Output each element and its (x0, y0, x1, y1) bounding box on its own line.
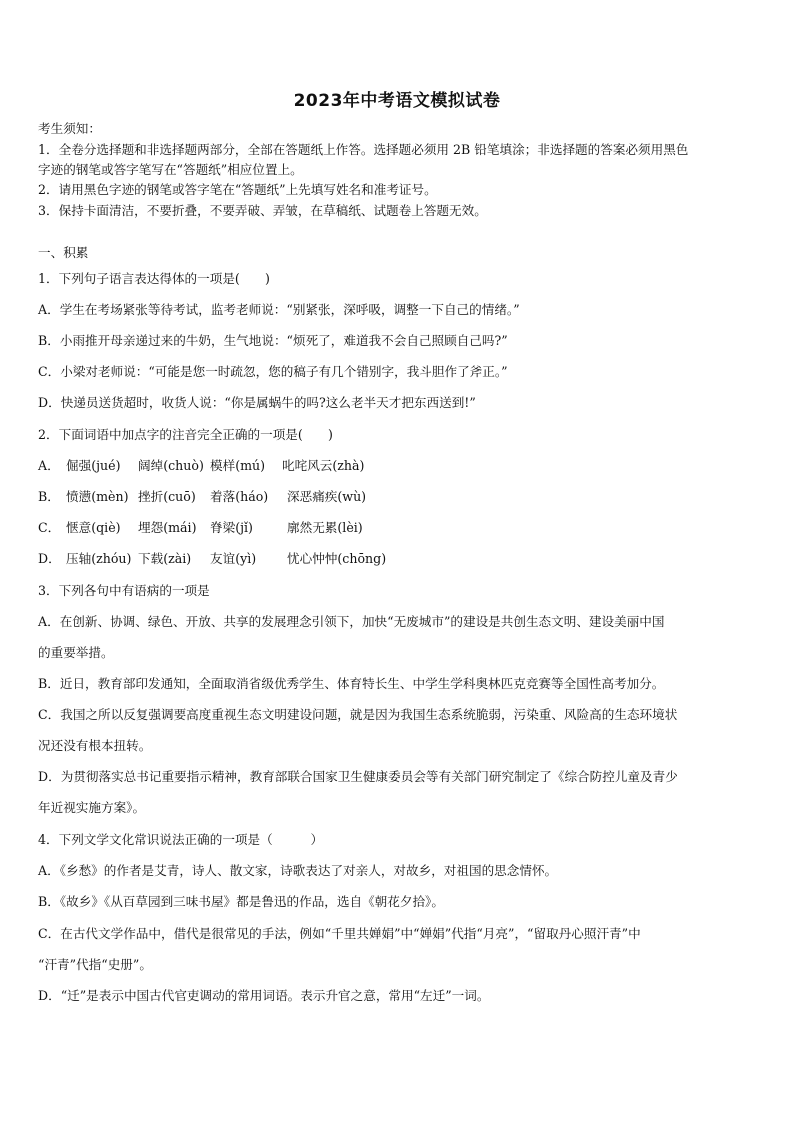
pinyin-word: 愤懑(mèn) (66, 489, 129, 504)
q2-option-a (38, 458, 760, 474)
pinyin-word: 着落(háo) (210, 489, 269, 504)
section-heading: 一、积累 (38, 245, 89, 260)
q1-option-b: B．小雨推开母亲递过来的牛奶，生气地说：“烦死了，难道我不会自己照顾自己吗?” (38, 333, 508, 348)
pinyin-word: 脊梁(jǐ) (210, 520, 253, 535)
question-4-stem: 4．下列文学文化常识说法正确的一项是（ ） (38, 832, 324, 847)
q2-option-d (38, 551, 760, 567)
notice-heading: 考生须知： (38, 121, 101, 136)
pinyin-word: 挫折(cuō) (138, 489, 196, 504)
q4-line: A．《乡愁》的作者是艾青，诗人、散文家，诗歌表达了对亲人，对故乡，对祖国的思念情怀。 (38, 863, 558, 878)
notice-item: 2．请用黑色字迹的钢笔或答字笔在“答题纸”上先填写姓名和准考证号。 (38, 182, 437, 197)
q3-line: 况还没有根本扭转。 (38, 738, 152, 753)
pinyin-word: 廓然无累(lèi) (287, 520, 363, 535)
question-1-stem: 1．下列句子语言表达得体的一项是( ) (38, 271, 270, 286)
q1-option-c: C．小梁对老师说：“可能是您一时疏忽，您的稿子有几个错别字，我斗胆作了斧正。” (38, 364, 508, 379)
q3-line: A．在创新、协调、绿色、开放、共享的发展理念引领下，加快“无废城市”的建设是共创生态文明、建设美丽中国 (38, 614, 665, 629)
q3-line: 年近视实施方案》。 (38, 800, 146, 815)
q2-option-b (38, 489, 760, 505)
q1-option-d: D．快递员送货超时，收货人说：“你是属蜗牛的吗?这么老半天才把东西送到!” (38, 395, 476, 410)
option-label: B． (38, 489, 60, 504)
notice-item: 1．全卷分选择题和非选择题两部分，全部在答题纸上作答。选择题必须用 2B 铅笔填涂；非选择题的答案必须用黑色 (38, 142, 689, 157)
pinyin-word: 友谊(yì) (210, 551, 257, 566)
pinyin-word: 倔强(jué) (66, 458, 121, 473)
question-2-stem: 2．下面词语中加点字的注音完全正确的一项是( ) (38, 427, 333, 442)
option-label: D． (38, 551, 61, 566)
pinyin-word: 压轴(zhóu) (66, 551, 132, 566)
option-label: C． (38, 520, 61, 535)
q3-line: B．近日，教育部印发通知，全面取消省级优秀学生、体育特长生、中学生学科奥林匹克竞赛等全国性高考加分。 (38, 676, 665, 691)
q4-line: D．“迁”是表示中国古代官吏调动的常用词语。表示升官之意，常用“左迁”一词。 (38, 988, 490, 1003)
q3-line: D．为贯彻落实总书记重要指示精神，教育部联合国家卫生健康委员会等有关部门研究制定了《综合防控儿童及青少 (38, 769, 678, 784)
q1-option-a: A．学生在考场紧张等待考试，监考老师说：“别紧张，深呼吸，调整一下自己的情绪。” (38, 302, 520, 317)
notice-item: 字迹的钢笔或答字笔写在“答题纸”相应位置上。 (38, 162, 303, 177)
pinyin-word: 模样(mú) (210, 458, 266, 473)
q4-line: C．在古代文学作品中，借代是很常见的手法，例如“千里共婵娟”中“婵娟”代指“月亮”，“留取丹心照汗青”中 (38, 926, 641, 941)
pinyin-word: 深恶痛疾(wù) (287, 489, 367, 504)
pinyin-word: 惬意(qiè) (66, 520, 121, 535)
q4-line: B．《故乡》《从百草园到三味书屋》都是鲁迅的作品，选自《朝花夕拾》。 (38, 894, 444, 909)
pinyin-word: 阔绰(chuò) (138, 458, 204, 473)
pinyin-word: 下载(zài) (138, 551, 192, 566)
pinyin-word: 埋怨(mái) (138, 520, 197, 535)
q3-line: C．我国之所以反复强调要高度重视生态文明建设问题，就是因为我国生态系统脆弱，污染重、风险高的生态环境状 (38, 707, 678, 722)
pinyin-word: 叱咤风云(zhà) (282, 458, 365, 473)
question-3-stem: 3．下列各句中有语病的一项是 (38, 583, 210, 598)
pinyin-word: 忧心忡忡(chōng) (287, 551, 387, 566)
notice-item: 3．保持卡面清洁，不要折叠，不要弄破、弄皱，在草稿纸、试题卷上答题无效。 (38, 203, 487, 218)
q2-option-c (38, 520, 760, 536)
q3-line: 的重要举措。 (38, 645, 114, 660)
q4-line: “汗青”代指“史册”。 (38, 957, 152, 972)
option-label: A． (38, 458, 60, 473)
page-title: 2023年中考语文模拟试卷 (293, 91, 501, 111)
